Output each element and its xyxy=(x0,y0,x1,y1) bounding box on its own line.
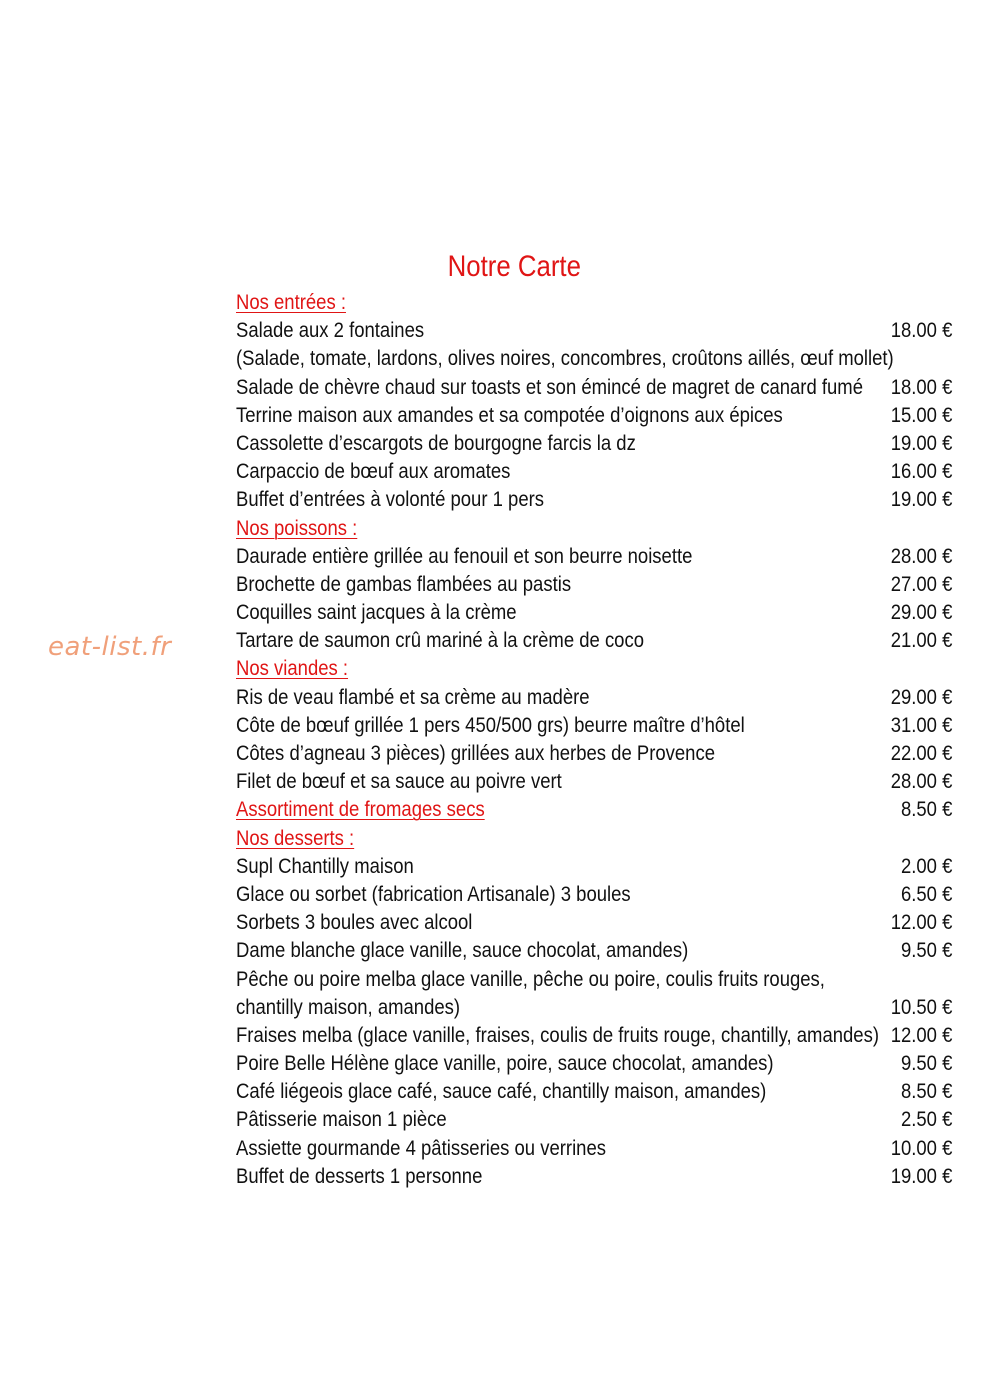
section-label: Nos poissons : xyxy=(236,515,358,540)
menu-item xyxy=(236,683,952,711)
item-label: Poire Belle Hélène glace vanille, poire, sauce chocolat, amandes) xyxy=(236,1051,774,1076)
menu-item xyxy=(236,1134,952,1162)
item-label: Daurade entière grillée au fenouil et son beurre noisette xyxy=(236,543,693,568)
item-label: Carpaccio de bœuf aux aromates xyxy=(236,459,511,484)
menu-item xyxy=(236,852,952,880)
item-price: 9.50 € xyxy=(900,938,953,963)
menu-item xyxy=(236,373,952,401)
item-label: Filet de bœuf et sa sauce au poivre vert xyxy=(236,769,562,794)
item-price: 2.00 € xyxy=(900,853,953,878)
item-price: 15.00 € xyxy=(890,402,953,427)
item-price: 6.50 € xyxy=(900,881,953,906)
menu-item xyxy=(236,739,952,767)
item-label: Sorbets 3 boules avec alcool xyxy=(236,910,473,935)
item-label: Dame blanche glace vanille, sauce chocolat, amandes) xyxy=(236,938,689,963)
section-label: Nos desserts : xyxy=(236,825,355,850)
menu-item xyxy=(236,570,952,598)
item-price: 28.00 € xyxy=(890,543,953,568)
item-label: Buffet de desserts 1 personne xyxy=(236,1163,483,1188)
menu-item xyxy=(236,993,952,1021)
menu-section-heading xyxy=(236,514,952,542)
menu-title: Notre Carte xyxy=(447,250,581,283)
item-price: 18.00 € xyxy=(890,374,953,399)
menu-section-heading xyxy=(236,288,952,316)
item-price: 16.00 € xyxy=(890,459,953,484)
item-price: 2.50 € xyxy=(900,1107,953,1132)
item-price: 10.00 € xyxy=(890,1135,953,1160)
menu-item xyxy=(236,880,952,908)
item-label: Fraises melba (glace vanille, fraises, coulis de fruits rouge, chantilly, amandes) xyxy=(236,1022,879,1047)
item-price: 8.50 € xyxy=(900,1079,953,1104)
menu-item xyxy=(236,1105,952,1133)
item-price: 18.00 € xyxy=(890,318,953,343)
item-label: Assiette gourmande 4 pâtisseries ou verrines xyxy=(236,1135,607,1160)
menu-item xyxy=(236,429,952,457)
watermark: eat-list.fr xyxy=(48,632,172,662)
item-label: Supl Chantilly maison xyxy=(236,853,414,878)
menu-item xyxy=(236,936,952,964)
item-price: 27.00 € xyxy=(890,571,953,596)
menu-item xyxy=(236,1021,952,1049)
item-price: 29.00 € xyxy=(890,600,953,625)
item-label: Café liégeois glace café, sauce café, chantilly maison, amandes) xyxy=(236,1079,767,1104)
item-label: Terrine maison aux amandes et sa compotée d’oignons aux épices xyxy=(236,402,783,427)
section-label: Assortiment de fromages secs xyxy=(236,797,485,822)
item-label: Cassolette d’escargots de bourgogne farcis la dz xyxy=(236,430,636,455)
item-price: 22.00 € xyxy=(890,741,953,765)
item-label: Buffet d’entrées à volonté pour 1 pers xyxy=(236,487,545,512)
item-label: Côtes d’agneau 3 pièces) grillées aux herbes de Provence xyxy=(236,741,715,765)
item-price: 31.00 € xyxy=(890,712,953,737)
item-price: 8.50 € xyxy=(900,797,953,822)
item-price: 21.00 € xyxy=(890,628,953,653)
item-label: Salade aux 2 fontaines xyxy=(236,318,425,343)
menu-item xyxy=(236,598,952,626)
item-price: 12.00 € xyxy=(890,910,953,935)
menu-item xyxy=(236,1049,952,1077)
menu-item xyxy=(236,485,952,513)
item-price: 9.50 € xyxy=(900,1051,953,1076)
item-label: Côte de bœuf grillée 1 pers 450/500 grs) beurre maître d’hôtel xyxy=(236,712,745,737)
item-price: 19.00 € xyxy=(890,1163,953,1188)
menu-item xyxy=(236,908,952,936)
item-label: Ris de veau flambé et sa crème au madère xyxy=(236,684,590,709)
menu-item xyxy=(236,401,952,429)
menu-item xyxy=(236,457,952,485)
menu-item-description xyxy=(236,344,952,372)
menu-section-heading xyxy=(236,824,952,852)
menu-section-heading xyxy=(236,795,952,823)
item-price: 29.00 € xyxy=(890,684,953,709)
menu-item xyxy=(236,965,952,993)
section-label: Nos viandes : xyxy=(236,656,349,681)
item-label: Pêche ou poire melba glace vanille, pêche ou poire, coulis fruits rouges, xyxy=(236,966,825,991)
item-price: 12.00 € xyxy=(890,1022,953,1047)
item-price: 19.00 € xyxy=(890,487,953,512)
item-price: 19.00 € xyxy=(890,430,953,455)
item-price: 28.00 € xyxy=(890,769,953,794)
item-label: Coquilles saint jacques à la crème xyxy=(236,600,517,625)
menu-item xyxy=(236,316,952,344)
menu-item xyxy=(236,711,952,739)
menu-item xyxy=(236,542,952,570)
item-label: (Salade, tomate, lardons, olives noires, concombres, croûtons aillés, œuf mollet) xyxy=(236,346,894,371)
item-label: Glace ou sorbet (fabrication Artisanale) 3 boules xyxy=(236,881,631,906)
menu-item xyxy=(236,767,952,795)
menu-section-heading xyxy=(236,654,952,682)
menu-item xyxy=(236,1077,952,1105)
item-label: Pâtisserie maison 1 pièce xyxy=(236,1107,447,1132)
item-price: 10.50 € xyxy=(890,994,953,1019)
menu-item xyxy=(236,626,952,654)
item-label: chantilly maison, amandes) xyxy=(236,994,461,1019)
item-label: Salade de chèvre chaud sur toasts et son émincé de magret de canard fumé xyxy=(236,374,863,399)
section-label: Nos entrées : xyxy=(236,290,346,314)
item-label: Tartare de saumon crû mariné à la crème de coco xyxy=(236,628,645,653)
item-label: Brochette de gambas flambées au pastis xyxy=(236,571,572,596)
menu-item xyxy=(236,1162,952,1190)
menu-list xyxy=(236,288,952,1190)
